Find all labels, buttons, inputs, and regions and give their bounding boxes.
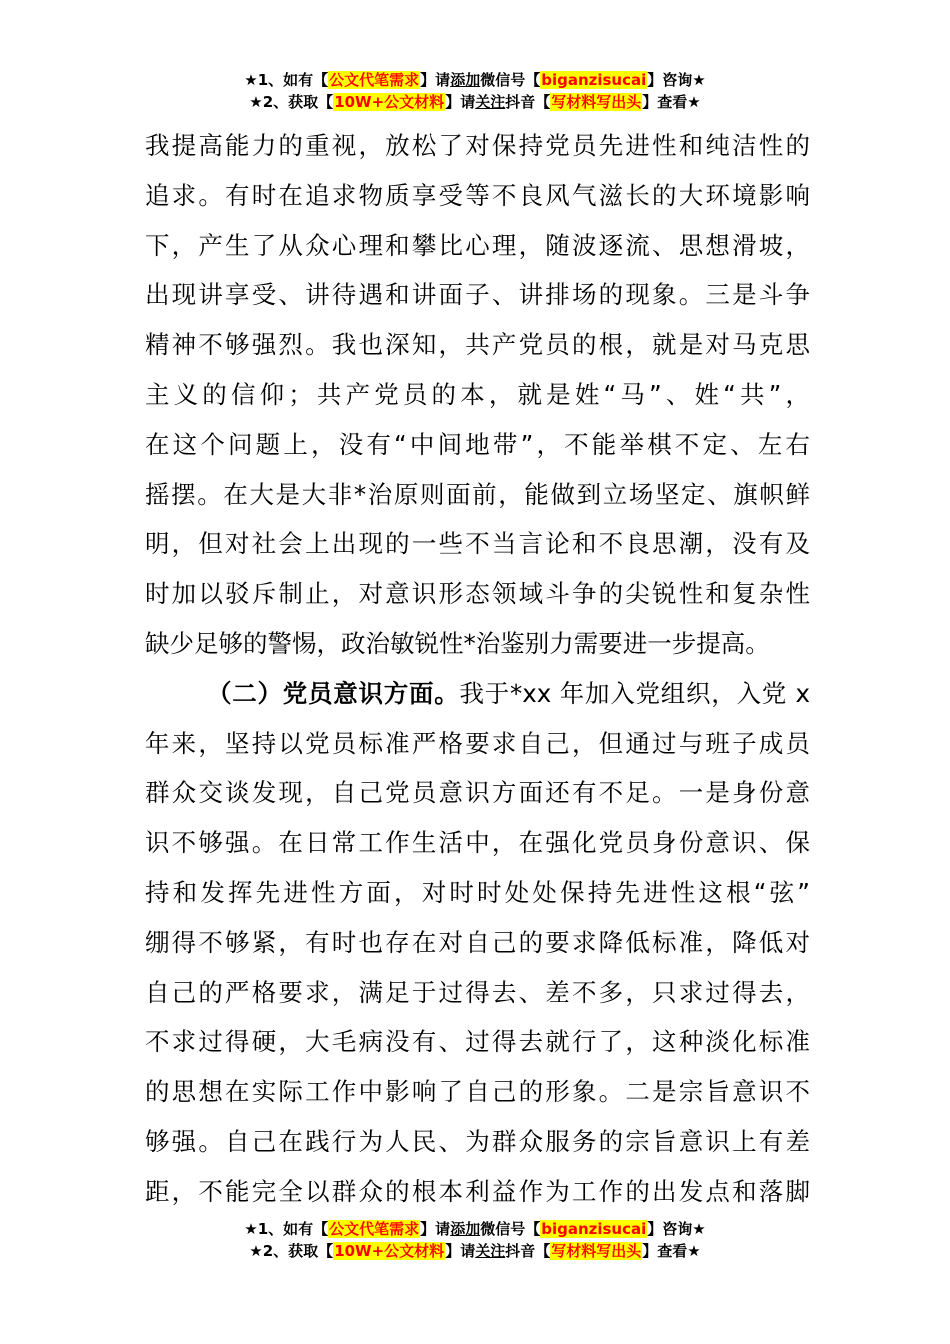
body-line: 绷得不够紧，有时也存在对自己的要求降低标准，降低对 — [145, 927, 810, 957]
body-line: 年来，坚持以党员标准严格要求自己，但通过与班子成员 — [145, 728, 810, 758]
document-body — [145, 121, 810, 1217]
body-line: 够强。自己在践行为人民、为群众服务的宗旨意识上有差 — [145, 1126, 810, 1156]
body-line: 缺少足够的警惕，政治敏锐性*治鉴别力需要进一步提高。 — [145, 628, 770, 658]
body-line: 摇摆。在大是大非*治原则面前，能做到立场坚定、旗帜鲜 — [145, 479, 810, 509]
body-line: 出现讲享受、讲待遇和讲面子、讲排场的现象。三是斗争 — [145, 280, 810, 310]
body-line: 主义的信仰；共产党员的本，就是姓“马”、姓“共”， — [145, 379, 810, 409]
body-line: 明，但对社会上出现的一些不当言论和不良思潮，没有及 — [145, 529, 810, 559]
banner-highlight: 公文代笔需求 — [329, 71, 420, 89]
banner-highlight: biganzisucai — [541, 71, 647, 89]
header-banner — [0, 69, 950, 113]
body-line: 下，产生了从众心理和攀比心理，随波逐流、思想滑坡， — [145, 230, 810, 260]
banner-line-2: ★2、获取【10W+公文材料】请关注抖音【写材料写出头】查看★ — [249, 1242, 701, 1260]
body-line: 识不够强。在日常工作生活中，在强化党员身份意识、保 — [145, 828, 810, 858]
banner-highlight: 10W+公文材料 — [334, 93, 445, 111]
section-heading: （二）党员意识方面。 — [207, 678, 460, 708]
body-line: 群众交谈发现，自己党员意识方面还有不足。一是身份意 — [145, 778, 810, 808]
banner-line-1: ★1、如有【公文代笔需求】请添加微信号【biganzisucai】咨询★ — [244, 71, 706, 89]
body-line: 在这个问题上，没有“中间地带”，不能举棋不定、左右 — [145, 429, 810, 459]
footer-banner — [0, 1218, 950, 1262]
banner-line-1: ★1、如有【公文代笔需求】请添加微信号【biganzisucai】咨询★ — [244, 1220, 706, 1238]
body-line: 持和发挥先进性方面，对时时处处保持先进性这根“弦” — [145, 877, 810, 907]
banner-highlight: 10W+公文材料 — [334, 1242, 445, 1260]
body-line: 自己的严格要求，满足于过得去、差不多，只求过得去， — [145, 977, 810, 1007]
body-line: 我提高能力的重视，放松了对保持党员先进性和纯洁性的 — [145, 131, 810, 160]
body-line: 精神不够强烈。我也深知，共产党员的根，就是对马克思 — [145, 330, 810, 360]
body-line: 时加以驳斥制止，对意识形态领域斗争的尖锐性和复杂性 — [145, 579, 810, 609]
banner-highlight: biganzisucai — [541, 1220, 647, 1238]
body-line: 追求。有时在追求物质享受等不良风气滋长的大环境影响 — [145, 180, 810, 210]
body-line: 不求过得硬，大毛病没有、过得去就行了，这种淡化标准 — [145, 1027, 810, 1057]
banner-highlight: 写材料写出头 — [551, 1242, 642, 1260]
body-line: 距，不能完全以群众的根本利益作为工作的出发点和落脚 — [145, 1176, 810, 1206]
banner-highlight: 公文代笔需求 — [329, 1220, 420, 1238]
banner-highlight: 写材料写出头 — [551, 93, 642, 111]
banner-line-2: ★2、获取【10W+公文材料】请关注抖音【写材料写出头】查看★ — [249, 93, 701, 111]
section-2-first-line: （二）党员意识方面。我于*xx 年加入党组织，入党 x — [207, 678, 810, 708]
body-line: 的思想在实际工作中影响了自己的形象。二是宗旨意识不 — [145, 1077, 810, 1107]
